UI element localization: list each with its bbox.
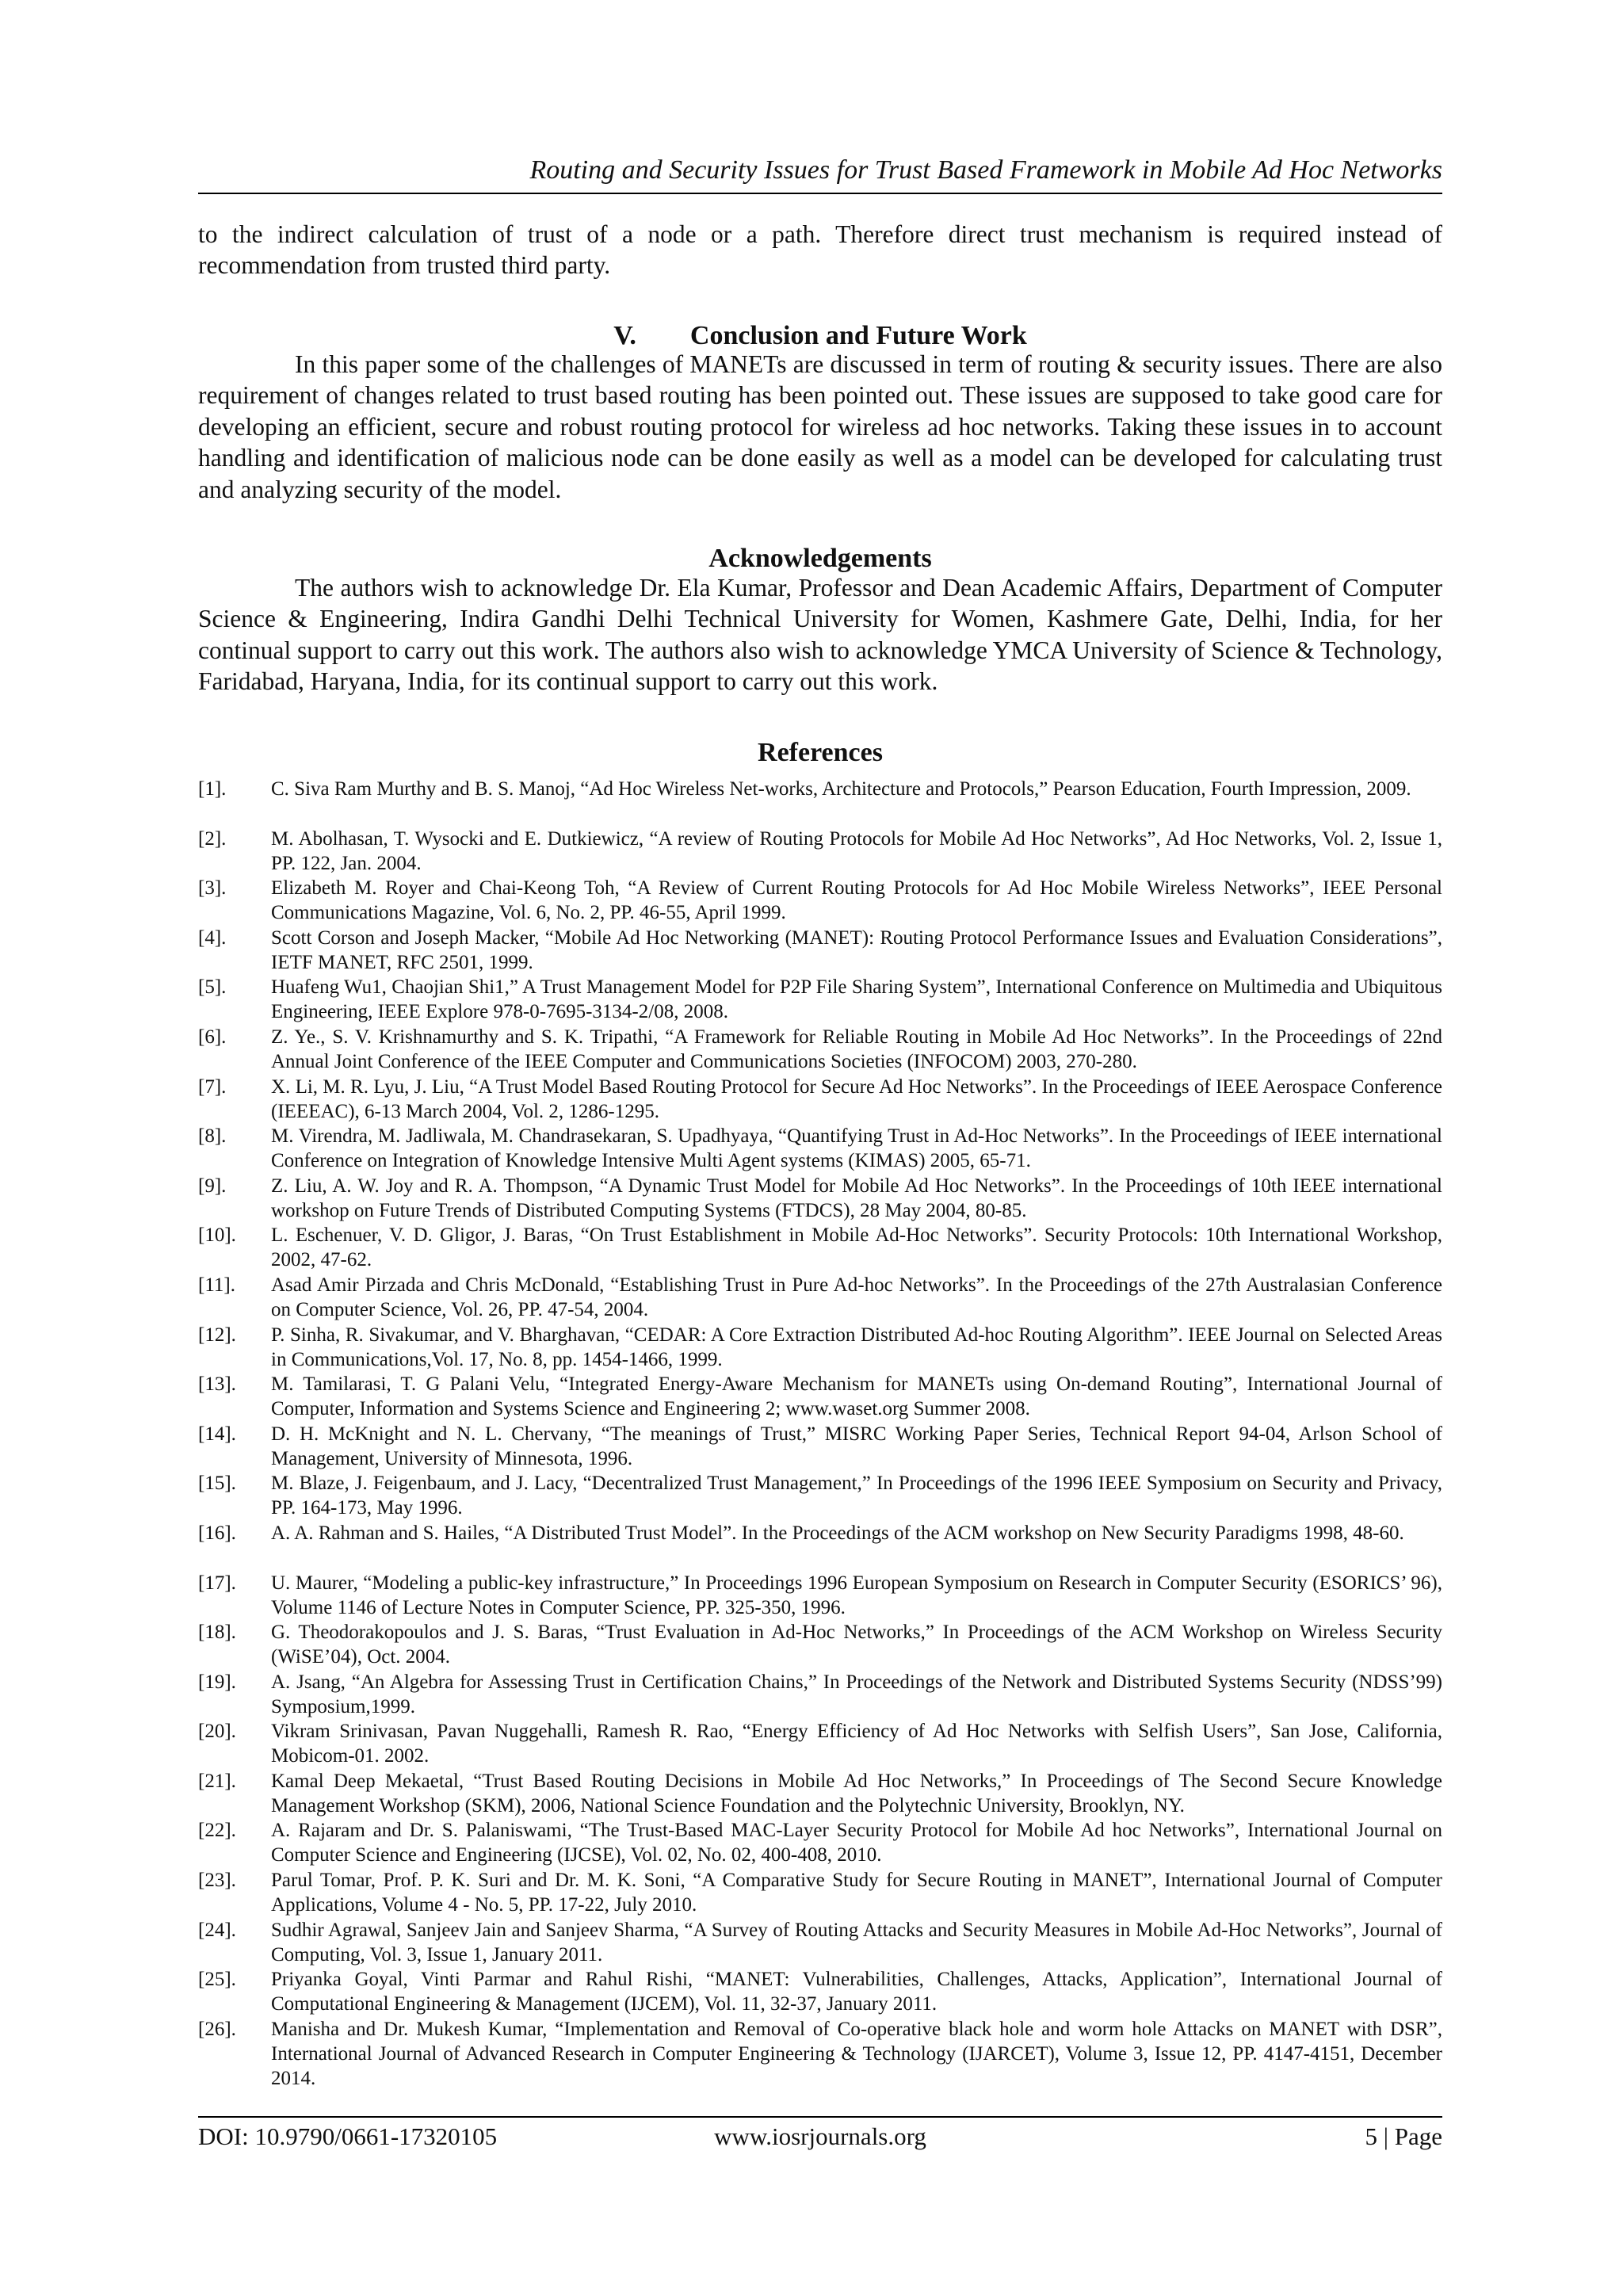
reference-number: [16]. [198, 1522, 236, 1544]
reference-item [198, 1769, 1442, 1819]
reference-text: Elizabeth M. Royer and Chai-Keong Toh, “A Review of Current Routing Protocols for Ad Hoc Mobile Wireless Networks”, IEEE Personal Communications Magazine, Vol. 6, No. 2, PP. 46-55, April 1999. [271, 877, 1442, 924]
reference-item [198, 1223, 1442, 1273]
reference-item [198, 1124, 1442, 1174]
reference-number: [18]. [198, 1622, 236, 1644]
reference-text: Priyanka Goyal, Vinti Parmar and Rahul Rishi, “MANET: Vulnerabilities, Challenges, Attacks, Application”, International Journal of Computational Engineering & Management (IJCEM), Vol. 11, 32-37, January 2011. [271, 1969, 1442, 2015]
acknowledgements-heading: Acknowledgements [708, 544, 932, 573]
reference-number: [7]. [198, 1075, 227, 1098]
reference-item [198, 1670, 1442, 1720]
reference-number: [12]. [198, 1324, 236, 1346]
reference-text: Kamal Deep Mekaetal, “Trust Based Routing Decisions in Mobile Ad Hoc Networks,” In Proceedings of The Second Secure Knowledge Management Workshop (SKM), 2006, National Science Foundation and the Polytechnic University, Brooklyn, NY. [271, 1770, 1442, 1817]
reference-item [198, 1422, 1442, 1472]
reference-item [198, 777, 1442, 827]
reference-number: [5]. [198, 976, 227, 999]
reference-number: [19]. [198, 1671, 236, 1693]
reference-text: A. Jsang, “An Algebra for Assessing Trust in Certification Chains,” In Proceedings of the Network and Distributed Systems Security (NDSS’99) Symposium,1999. [271, 1671, 1442, 1717]
reference-number: [17]. [198, 1572, 236, 1594]
reference-text: Sudhir Agrawal, Sanjeev Jain and Sanjeev Sharma, “A Survey of Routing Attacks and Security Measures in Mobile Ad-Hoc Networks”, Journal of Computing, Vol. 3, Issue 1, January 2011. [271, 1919, 1442, 1966]
reference-item [198, 1323, 1442, 1373]
reference-item [198, 1571, 1442, 1621]
reference-list [198, 777, 1442, 2089]
reference-item [198, 926, 1442, 976]
reference-item [198, 1918, 1442, 1968]
reference-number: [21]. [198, 1770, 236, 1792]
reference-number: [1]. [198, 778, 227, 800]
reference-number: [4]. [198, 926, 227, 949]
reference-number: [14]. [198, 1423, 236, 1445]
reference-number: [20]. [198, 1721, 236, 1743]
page-footer [198, 2119, 1442, 2154]
reference-text: C. Siva Ram Murthy and B. S. Manoj, “Ad Hoc Wireless Net-works, Architecture and Protocols,” Pearson Education, Fourth Impression, 2009. [271, 778, 1411, 800]
reference-text: X. Li, M. R. Lyu, J. Liu, “A Trust Model Based Routing Protocol for Secure Ad Hoc Networks”. In the Proceedings of IEEE Aerospace Conference (IEEEAC), 6-13 March 2004, Vol. 2, 1286-1295. [271, 1075, 1442, 1122]
reference-item [198, 1075, 1442, 1125]
reference-text: D. H. McKnight and N. L. Chervany, “The meanings of Trust,” MISRC Working Paper Series, Technical Report 94-04, Arlson School of Management, University of Minnesota, 1996. [271, 1423, 1442, 1469]
reference-item [198, 1620, 1442, 1670]
reference-item [198, 1174, 1442, 1224]
reference-text: A. A. Rahman and S. Hailes, “A Distributed Trust Model”. In the Proceedings of the ACM workshop on New Security Paradigms 1998, 48-60. [271, 1522, 1404, 1544]
acknowledgements-body: The authors wish to acknowledge Dr. Ela Kumar, Professor and Dean Academic Affairs, Department of Computer Science & Engineering, Indira Gandhi Delhi Technical University for Women, Kashmere Gate, Delhi, India, for her continual support to carry out this work. The authors also wish to acknowledge YMCA University of Science & Technology, Faridabad, Haryana, India, for its continual support to carry out this work. [198, 574, 1442, 696]
reference-item [198, 1818, 1442, 1868]
reference-text: M. Virendra, M. Jadliwala, M. Chandrasekaran, S. Upadhyaya, “Quantifying Trust in Ad-Hoc Networks”. In the Proceedings of IEEE international Conference on Integration of Knowledge Intensive Multi Agent systems (KIMAS) 2005, 65-71. [271, 1125, 1442, 1172]
reference-text: U. Maurer, “Modeling a public-key infrastructure,” In Proceedings 1996 European Symposium on Research in Computer Security (ESORICS’ 96), Volume 1146 of Lecture Notes in Computer Science, PP. 325-350, 1996. [271, 1572, 1442, 1618]
reference-item [198, 827, 1442, 877]
footer-website[interactable]: www.iosrjournals.org [714, 2122, 926, 2150]
reference-text: G. Theodorakopoulos and J. S. Baras, “Trust Evaluation in Ad-Hoc Networks,” In Proceedings of the ACM Workshop on Wireless Security (WiSE’04), Oct. 2004. [271, 1622, 1442, 1668]
reference-text: M. Tamilarasi, T. G Palani Velu, “Integrated Energy-Aware Mechanism for MANETs using On-demand Routing”, International Journal of Computer, Information and Systems Science and Engineering 2; www.waset.org Summer 2008. [271, 1373, 1442, 1420]
reference-number: [23]. [198, 1870, 236, 1892]
reference-text: M. Blaze, J. Feigenbaum, and J. Lacy, “Decentralized Trust Management,” In Proceedings of the 1996 IEEE Symposium on Security and Privacy, PP. 164-173, May 1996. [271, 1473, 1442, 1519]
reference-item [198, 1273, 1442, 1323]
header-rule [198, 193, 1442, 194]
conclusion-heading: V. Conclusion and Future Work [613, 321, 1027, 350]
reference-item [198, 876, 1442, 926]
reference-number: [24]. [198, 1919, 236, 1941]
reference-text: Manisha and Dr. Mukesh Kumar, “Implementation and Removal of Co-operative black hole and worm hole Attacks on MANET with DSR”, International Journal of Advanced Research in Computer Engineering & Technology (IJARCET), Volume 3, Issue 12, PP. 4147-4151, December 2014. [271, 2018, 1442, 2089]
reference-number: [22]. [198, 1820, 236, 1842]
footer-page-number: 5 | Page [1365, 2122, 1442, 2150]
conclusion-body: In this paper some of the challenges of MANETs are discussed in term of routing & security issues. There are also requirement of changes related to trust based routing has been pointed out. These issues are supposed to take good care for developing an efficient, secure and robust routing protocol for wireless ad hoc networks. Taking these issues in to account handling and identification of malicious node can be done easily as well as a model can be developed for calculating trust and analyzing security of the model. [198, 350, 1442, 503]
footer-rule [198, 2116, 1442, 2118]
reference-number: [26]. [198, 2018, 236, 2040]
reference-number: [13]. [198, 1373, 236, 1396]
footer-doi: DOI: 10.9790/0661-17320105 [198, 2122, 498, 2150]
reference-item [198, 1372, 1442, 1422]
reference-number: [3]. [198, 877, 227, 900]
reference-item [198, 2017, 1442, 2089]
reference-number: [8]. [198, 1125, 227, 1148]
reference-item [198, 975, 1442, 1025]
reference-number: [9]. [198, 1175, 227, 1197]
reference-number: [25]. [198, 1969, 236, 1991]
reference-number: [2]. [198, 827, 227, 850]
reference-text: Z. Ye., S. V. Krishnamurthy and S. K. Tripathi, “A Framework for Reliable Routing in Mobile Ad Hoc Networks”. In the Proceedings of 22nd Annual Joint Conference of the IEEE Computer and Communications Societies (INFOCOM) 2003, 270-280. [271, 1026, 1442, 1072]
reference-item [198, 1868, 1442, 1918]
intro-paragraph: to the indirect calculation of trust of a node or a path. Therefore direct trust mechanism is required instead of recommendation from trusted third party. [198, 220, 1442, 280]
reference-text: Parul Tomar, Prof. P. K. Suri and Dr. M. K. Soni, “A Comparative Study for Secure Routing in MANET”, International Journal of Computer Applications, Volume 4 - No. 5, PP. 17-22, July 2010. [271, 1870, 1442, 1916]
reference-text: M. Abolhasan, T. Wysocki and E. Dutkiewicz, “A review of Routing Protocols for Mobile Ad Hoc Networks”, Ad Hoc Networks, Vol. 2, Issue 1, PP. 122, Jan. 2004. [271, 827, 1442, 874]
reference-item [198, 1719, 1442, 1769]
reference-item [198, 1025, 1442, 1075]
reference-text: Scott Corson and Joseph Macker, “Mobile Ad Hoc Networking (MANET): Routing Protocol Performance Issues and Evaluation Considerations”, IETF MANET, RFC 2501, 1999. [271, 926, 1442, 973]
reference-number: [15]. [198, 1473, 236, 1495]
reference-text: Z. Liu, A. W. Joy and R. A. Thompson, “A Dynamic Trust Model for Mobile Ad Hoc Networks”. In the Proceedings of 10th IEEE international workshop on Future Trends of Distributed Computing Systems (FTDCS), 28 May 2004, 80-85. [271, 1175, 1442, 1221]
reference-item [198, 1967, 1442, 2017]
reference-text: Asad Amir Pirzada and Chris McDonald, “Establishing Trust in Pure Ad-hoc Networks”. In the Proceedings of the 27th Australasian Conference on Computer Science, Vol. 26, PP. 47-54, 2004. [271, 1274, 1442, 1320]
reference-text: Huafeng Wu1, Chaojian Shi1,” A Trust Management Model for P2P File Sharing System”, International Conference on Multimedia and Ubiquitous Engineering, IEEE Explore 978-0-7695-3134-2/08, 2008. [271, 976, 1442, 1023]
reference-item [198, 1471, 1442, 1521]
reference-number: [6]. [198, 1026, 227, 1048]
reference-item [198, 1521, 1442, 1571]
reference-text: Vikram Srinivasan, Pavan Nuggehalli, Ramesh R. Rao, “Energy Efficiency of Ad Hoc Networks with Selfish Users”, San Jose, California, Mobicom-01. 2002. [271, 1721, 1442, 1767]
running-title: Routing and Security Issues for Trust Based Framework in Mobile Ad Hoc Networks [529, 155, 1442, 185]
references-heading: References [758, 738, 883, 767]
reference-number: [11]. [198, 1274, 235, 1296]
reference-number: [10]. [198, 1224, 236, 1247]
reference-text: L. Eschenuer, V. D. Gligor, J. Baras, “On Trust Establishment in Mobile Ad-Hoc Networks”. Security Protocols: 10th International Workshop, 2002, 47-62. [271, 1224, 1442, 1271]
reference-text: P. Sinha, R. Sivakumar, and V. Bharghavan, “CEDAR: A Core Extraction Distributed Ad-hoc Routing Algorithm”. IEEE Journal on Selected Areas in Communications,Vol. 17, No. 8, pp. 1454-1466, 1999. [271, 1324, 1442, 1370]
reference-text: A. Rajaram and Dr. S. Palaniswami, “The Trust-Based MAC-Layer Security Protocol for Mobile Ad hoc Networks”, International Journal on Computer Science and Engineering (IJCSE), Vol. 02, No. 02, 400-408, 2010. [271, 1820, 1442, 1866]
